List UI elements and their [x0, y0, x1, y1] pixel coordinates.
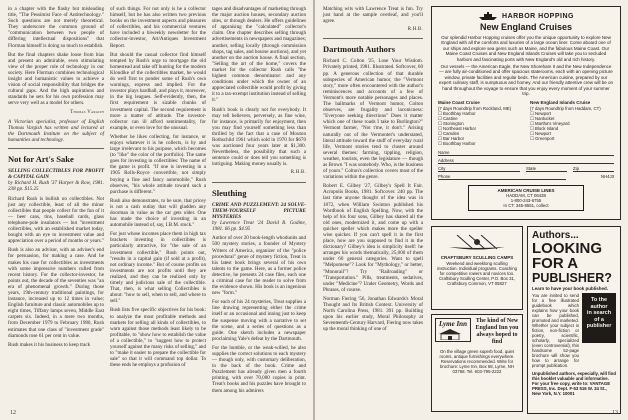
divider	[8, 148, 104, 149]
port-item: ☐ Boothbay Harbor	[438, 110, 476, 116]
order-form	[432, 148, 620, 182]
lyme-inn-body: On the village green superb food, quiet rooms, antique furnishings everywhere. Reservations recommended. Write for brochure: Lyme Inn, Box 68, Lyme, NH 03768. Tel. 603-795-2222	[439, 349, 515, 374]
ad-subtitle: New England Cruises	[479, 22, 573, 32]
port-item: ☐ Camden	[438, 130, 460, 136]
publisher-ad	[527, 226, 621, 414]
port-item: ☐ Northeast Harbor	[438, 125, 477, 131]
islands-cruise-list	[530, 100, 614, 145]
port-item: ☐ Nantucket	[530, 115, 555, 121]
port-item: ☐ Newport	[530, 110, 552, 116]
right-page	[315, 0, 628, 420]
paragraph: of such things. For not only is he a collector himself, but he has also written two previous books on the investment aspects and pleasures of collectibles, and his commercial ventures have included a biweekly newsletter for the collector-investor, Art/Antiques Investment Report.	[110, 6, 206, 49]
paragraph: For the humble, or the weak-willed, he also supplies the correct solutions to each mystery — though only, with customary deliberation, in the back of the book. Crime and Puzzlement has already given men a fourth printing, with over 70,000 copies in print. Treat's books and his puzzles have brought to them among his admirers	[212, 344, 306, 394]
left-column-3	[212, 6, 306, 397]
book-byline: by Lawrence Treat '24 David R. Godine, 1981. 66 pp. $4.95	[212, 220, 306, 233]
paragraph: Robert E. Gilbey '27, Gilbey's Spell It Fair. Acropolis Books, 1981. Softcover. 240 pp. The last time anyone thought of the idea was in 1872, when William Swinton published his Wordbook of English Spelling. Now, with the help of his four sons, Gilbey has shared all the old ones, modernized it, and come up with a quicker speller which makes more the speller wise quicker. If you can't spell it in the first place, how are you supposed to find it in the dictionary? Gilbey's idea is simplicity itself: he arranges his words thematically, 25,000 of them under 60 general categories. Want to spell "Melpomene"? Look for "Mythology," or better, "Monorail"? Try "Railroading" or "Transportation." Pills, treatments, sedatives, under "Medicine"? Under Geometry, Words and Phrases, of course.	[323, 183, 423, 293]
form-phone-row	[438, 174, 614, 180]
company-phone: 1-800-243-6755	[510, 198, 542, 204]
paragraph: in a chapter with the flashy but misleading title, "The Pessimist Face of Antitechnology." Such questions are not merely theoretical. They underscore the common ground of "communication between two people of differing intellectual dispositions" that Florman himself is doing so much to establish.	[8, 6, 104, 49]
left-column-2	[110, 6, 206, 371]
harbor-hopping-ad	[431, 6, 621, 220]
paragraph: But the final chapters shake loose from bias and present an admirable, even stimulating view of the proper role of technology in our society. Here Florman combines technological insight and humanistic values to achieve a vision of social responsibility that bridges the cultural gaps. And the high aspirations and standards he sets for his own profession may serve very well as a model for others.	[8, 51, 104, 107]
ad-headline-1: Authors...	[532, 230, 579, 241]
port-item: ☐ Bar Harbor	[438, 135, 465, 141]
section-heading: Dartmouth Authors	[323, 44, 396, 55]
book-byline: by Richard H. Rush '37 Harper & Row, 1981. 238 pp. $15.25	[8, 180, 104, 193]
form-city-row	[438, 166, 614, 172]
form-zip-field[interactable]: Zip	[573, 166, 614, 172]
sculling-camp-ad	[431, 226, 523, 310]
divider	[323, 38, 423, 39]
islands-cruise-sub: (7 days Roundtrip from Haddam, CT)	[530, 105, 601, 111]
paragraph: Rush makes it his business to keep track	[8, 341, 91, 348]
ad-headline-3: FOR A	[532, 255, 579, 272]
port-item: ☐ Newport	[530, 130, 552, 136]
reviewer-bio: A Victorian specialist, professor of English Thomas Vargish has written and lectured at the Dartmouth Institute on the subject of humanities and technology.	[8, 118, 104, 143]
paragraph: tages and disadvantages of marketing through the major auction houses, secondary auction sites, or through dealers. He offers guidelines of appraising the "calculated" collector's claim. One chapter describes selling through advertisements in newspapers and magazines; another, selling locally (through commission shops, tag sales, and bourse auctions), and yet another on the auction house. A final section, "Selling the art of the home," covers the market for the collector Rush calls "the highest common denominator: and any conditions under which the owner of an appreciated collectible would profit by giving it to a tax-exempt institution instead of selling it."	[212, 6, 306, 104]
company-name: AMERICAN CRUISE LINES	[497, 187, 555, 193]
port-item: ☐ Martha's Vineyard	[530, 120, 570, 126]
ad-header	[432, 11, 620, 21]
booklet-image: To the author in search of a publisher	[582, 293, 616, 343]
sculling-camp-body: Weekend and weeklong sculling instruction. Individual programs. Coaching for competitive rowers and novices too. Craftsbury Sculling Center, P.O. Box 31, Craftsbury Common, VT 05827	[436, 261, 517, 287]
company-address: HADDAM, CT 06438	[506, 193, 546, 199]
inn-building-icon	[437, 328, 469, 340]
ship-icon	[478, 11, 498, 21]
divider	[212, 182, 306, 183]
company-ct-phone: In CT: 345-8551, collect	[503, 203, 549, 209]
lyme-inn-logo: Lyme Inn	[435, 318, 471, 342]
paragraph: For just whose incomes place them in high tax brackets investing in collectibles is particularly attractive, for "the sale of an investment collectible," Rush points out, "results in a capital gain (if sold at a profit), not ordinary income." But of course profits on investments are not profits until they are realized, and they can be realized only by timely and judicious sale of the collectible. That, then, is what selling Collectibles is about: "how to sell, when to sell, and where to sell."	[110, 231, 206, 305]
form-name-field[interactable]: Name	[438, 150, 614, 156]
right-column-1	[323, 6, 423, 336]
paragraph: Norman Fiering '56, Jonathan Edwards's Moral Thought and Its British Context. University of North Carolina Press, 1981. 391 pp. Building upon his earlier study, Moral Philosophy at Seventeenth-Century Harvard, Fiering now takes up the moral thinking of one of	[323, 295, 424, 333]
reviewer-signature: Thomas Vargish	[70, 109, 104, 115]
publisher-ad-body: You are invited to send for a free illustrated guidebook which explains how your book can be published, promoted and marketed. Whether your subject is fiction, non-fiction or poetry, scientific, scholarly, specialized (even controversial), this handsome 52-page brochure will show you how to arrange for prompt publication.	[532, 293, 579, 369]
maine-cruise-list	[438, 100, 522, 145]
maine-cruise-sub: (7 days Roundtrip from Rockland, ME)	[438, 105, 512, 111]
paragraph: Richard C. Colton '25, Lose Your Wisdom. Privately printed, 1981. Illustrated. Softcover, 60 pp. A generous collection of that durable subspecies of American humor, the "Vermont story," more often encountered with the author's reminiscences and accounts of a few of Vermont's more notable personages and places. The ballmarks of Vermont humor, Colton observes, are frugality and laconicness: "Everyone seeking directions" Does it matter which one of these roads I take to Burlington?" Vermont farmer, "Not t'me, it don't." Arising naturally out of the Vermonter's understated, literal attitude toward the stuff of everyday rural life, Vermont stories tend to cluster around several themes: farming, tippling, religion, weather, tourists, even the legislature — though as Brown "I was somebody. Who, is the business of yours." Colton's collection covers most of the variations within the genre.	[323, 58, 423, 181]
paragraph: Rush is also an advisor, with an adviser's end for persuasion, for making a case. And he makes his case for collectibles as investments with some impressive numbers culled from recent history. For the collector-investor, he points out, the decade of the seventies was "an era of phenomenal growth." During those years, 19th-century traditional paintings, for instance, increased up to 12 times in value; English furniture and classic automobiles up to eight times, Tiffany lamps seven, Middle East carpets six. Indeed, in a mere two months, from December 1979 to February 1980, Rush estimates that one class of "investment grade" diamonds rose 61 per cent in value.	[8, 247, 104, 339]
paragraph: Whether he likes collecting, for instance, or enjoys whatever it is he collects, is by and large irrelevant to his purpose, which becomes (to "like" the color of the portfolio). The same goes for investing in collectibles: The name of the game is profit. "If one is investing in a 1905 Rolls-Royce convertible, not simply buying a fine and fancy automobile," Rush observes, "his whole attitude toward such a purchase is different."	[110, 133, 206, 195]
paragraph: For each of his 24 mysteries, Treat supplies a line drawing representing either the crime itself or an occasional and inning just to keep the suspense moving with a narrative to set the scene, and a series of questions as a guide. One sketch includes a newspaper proclaiming Yale's defeat by the Dartmouth.	[212, 299, 306, 342]
paragraph: Richard Rush is bullish on collectibles. Not just any collectible, least of all the minor collectibles that people collect for the fun of it — beer cans, tins, baseball cards, glass telephone-pole insulators — but "investment collectibles, with an established market today, bought with an eye to investment value and appreciation over a period of months or years."	[8, 195, 104, 245]
book-title: SELLING COLLECTIBLES FOR PROFIT & CAPITAL GAIN	[8, 167, 104, 181]
left-column-1	[8, 6, 104, 351]
ad-body-2: Our vessels — the American Eagle, the New Shoreham II and the New Independence — are fully air-conditioned and offer spacious staterooms, each with an opening picture window, private facilities and regular beds. The American cuisine, prepared by our expert culinary staff, is sumptuous and homey. And our friendly attentive crew will be on hand throughout the voyage to ensure that you enjoy every moment of your summer trip.	[439, 64, 613, 97]
lyme-inn-tagline: The kind of New England Inn you always hoped to find	[475, 318, 519, 345]
rowing-shell-icon	[447, 231, 507, 253]
port-item: ☐ Block Island	[530, 125, 559, 131]
form-code: NH4J3	[600, 173, 614, 179]
port-item: ☐ Castine	[438, 115, 458, 121]
maine-cruise-title: Maine Coast Cruise	[438, 100, 480, 106]
section-heading: Sleuthing	[212, 187, 247, 198]
paragraph: Rush also demonstrates, to be sure, that pricey is not a cash outlay that will gladden any doorman in value as the car gets older. One has made the choice of investing in an automobile instead of, say, I.B.M. stock."	[110, 197, 206, 229]
page-number: 13	[612, 410, 618, 416]
ad-title: HARBOR HOPPING	[502, 12, 574, 20]
publisher-ad-footer: Unpublished authors, especially, will find this booklet valuable and informative. For your free copy, write to: VANTAGE PRESS, Inc. Dept. F-53 516 W. 34 St., New York, N.Y. 10001	[532, 371, 616, 397]
company-box	[468, 185, 584, 211]
form-state-field[interactable]: State	[526, 166, 567, 172]
book-title: CRIME AND PUZZLEMENT: 24 SOLVE-THEM-YOURSELF PICTURE MYSTERIES	[212, 201, 306, 220]
section-heading: Not for Art's Sake	[8, 153, 74, 164]
reviewer-signature: R.H.B.	[407, 27, 423, 33]
paragraph: Author of over 20 book-length whodunits and 500 mystery stories, a founder of Mystery Writers of America, organizer of the "police procedural" genre of mystery fiction, Treat in his latest book brings several of his own talents to the game. Here, as a former police detective, he presents 24 case files, each one a criminal case for the reader to solve from the evidence shown. His book is an ingenious new "form."	[212, 235, 306, 297]
ad-subheadline: Learn to have your book published.	[532, 286, 609, 291]
paragraph: Matching wits with Lawrence Treat is fun. Try just hand at the sample overleaf, and you'll agree.	[323, 6, 423, 25]
form-city-field[interactable]: City	[438, 166, 520, 172]
sculling-camp-title: CRAFTSBURY SCULLING CAMPS	[440, 255, 514, 260]
left-page	[0, 0, 313, 420]
paragraph: But should the casual collector find himself tempted by Rush's urge to mortgage the old homestead and take off hunting for the modern Klondike of the collectibles market, he would do well first to ponder some of Rush's own warnings, express and implied. For the investor plays hardball, and plays it, moreover, in the big leagues. Self-evidently, then, the first requirement is sizable chunks of investment capital. The second requirement is more a matter of attitude. The investor-collector can ill afford sentimentality, for example, or even love for the unusual.	[110, 51, 206, 131]
port-item: ☐ Greenport	[530, 135, 555, 141]
form-address-field[interactable]: Address	[438, 158, 614, 164]
islands-cruise-title: New England Islands Cruise	[530, 100, 591, 106]
form-phone-field[interactable]: Phone	[438, 174, 566, 180]
page-number: 12	[10, 410, 16, 416]
lyme-inn-header	[432, 315, 522, 349]
publisher-ad-header	[528, 227, 620, 291]
paragraph: Rush's book is clearly not for everybody. It may tell believers, perversely, as fine wine, for instance, is primarily for enjoyment, then you may find yourself something less than thrilled by the fact that a case of Mouton Rothschild 1961 which sold in 1970 for $670 was auctioned four years later at $1,300. Nevertheless, the possibility that such a sentence could or does tell you something is intriguing. Making money usually is.	[212, 106, 306, 168]
port-item: ☐ Stonington	[438, 120, 464, 126]
ad-body: Our splendid Harbor Hopping cruises offer you the unique opportunity to explore New England with all the comforts and luxuries of a large ocean liner. Come aboard one of our ships and explore sea gems such as Maine, and the fabulous Maine Coast. Our Maine Coast Cruises and New England Islands Cruises will take you to secluded harbors and fascinating ports with New England's old and rich history.	[441, 35, 611, 62]
publisher-ad-middle	[528, 291, 620, 370]
port-item: ☐ Boothbay Harbor	[438, 140, 476, 146]
ad-headline-4: PUBLISHER?	[532, 271, 612, 285]
ad-headline-2: LOOKING	[532, 240, 602, 257]
cruise-lists	[432, 98, 620, 147]
paragraph: Rush lists five specific objectives for his book: to analyze the most profitable methods and markets for selling all kinds of collectibles, to warn against those methods least likely to be profitable, to "show how to establish the value of a collectible," to "suggest how to protect yourself against the many risks of selling," and to "make it easier to prepare the collectible for sale" so that it will command top dollar. To these ends he employs a profusion of	[110, 307, 206, 369]
reviewer-signature: R.H.B.	[290, 170, 306, 176]
lyme-inn-ad	[431, 314, 523, 412]
